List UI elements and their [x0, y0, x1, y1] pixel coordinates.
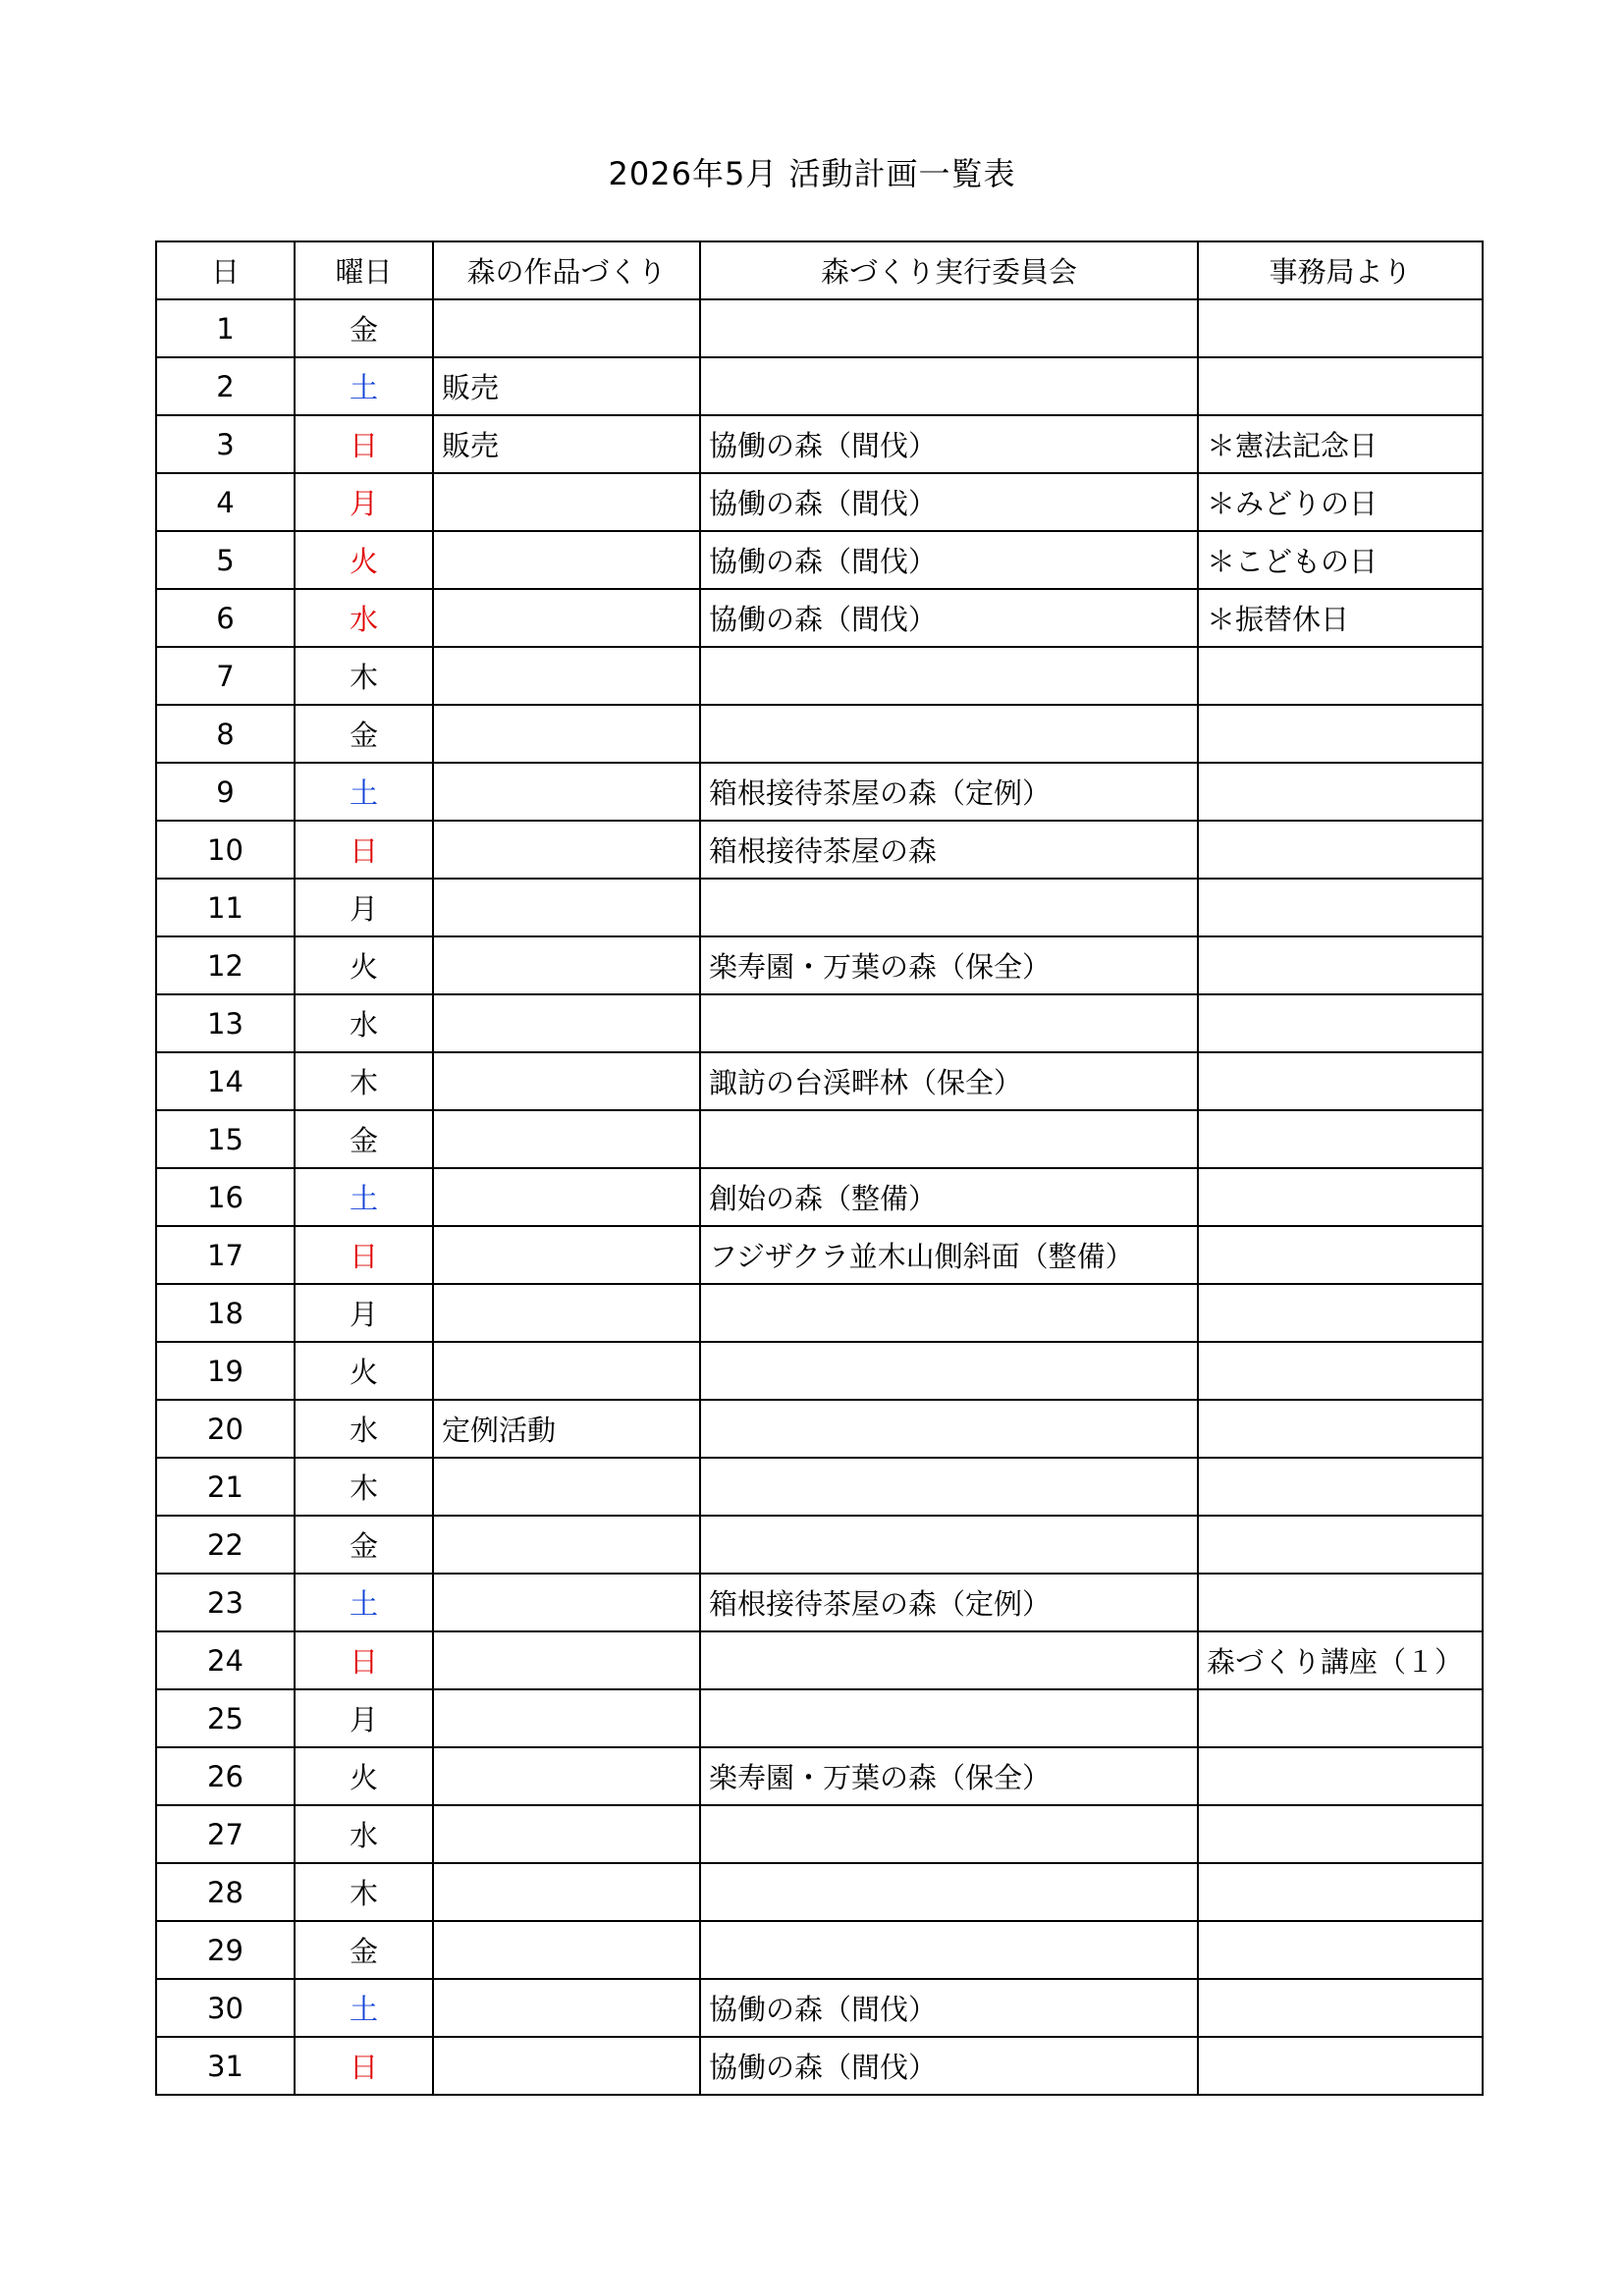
day-cell: 15 [156, 1110, 295, 1168]
works-cell [433, 1110, 700, 1168]
works-cell [433, 1574, 700, 1631]
table-row [156, 473, 1483, 531]
day-cell: 24 [156, 1631, 295, 1689]
weekday-cell: 水 [295, 589, 433, 647]
weekday-cell: 月 [295, 1689, 433, 1747]
office-cell [1198, 705, 1483, 763]
day-cell: 16 [156, 1168, 295, 1226]
header-committee: 森づくり実行委員会 [700, 241, 1198, 299]
committee-cell [700, 1342, 1198, 1400]
works-cell: 販売 [433, 357, 700, 415]
committee-cell [700, 1110, 1198, 1168]
table-row [156, 1168, 1483, 1226]
weekday-cell: 日 [295, 1226, 433, 1284]
day-cell: 5 [156, 531, 295, 589]
day-cell: 21 [156, 1458, 295, 1516]
day-cell: 1 [156, 299, 295, 357]
weekday-cell: 土 [295, 1979, 433, 2037]
committee-cell [700, 357, 1198, 415]
committee-cell [700, 1863, 1198, 1921]
table-row [156, 1400, 1483, 1458]
weekday-cell: 月 [295, 1284, 433, 1342]
weekday-cell: 水 [295, 994, 433, 1052]
office-cell [1198, 763, 1483, 821]
weekday-cell: 土 [295, 1168, 433, 1226]
works-cell [433, 589, 700, 647]
office-cell [1198, 1979, 1483, 2037]
works-cell [433, 1342, 700, 1400]
day-cell: 8 [156, 705, 295, 763]
office-cell [1198, 1226, 1483, 1284]
works-cell [433, 1168, 700, 1226]
day-cell: 2 [156, 357, 295, 415]
table-row [156, 821, 1483, 879]
weekday-cell: 水 [295, 1805, 433, 1863]
works-cell [433, 1458, 700, 1516]
office-cell [1198, 879, 1483, 936]
office-cell: ＊振替休日 [1198, 589, 1483, 647]
table-row [156, 1689, 1483, 1747]
committee-cell: 楽寿園・万葉の森（保全） [700, 1747, 1198, 1805]
table-row [156, 1284, 1483, 1342]
weekday-cell: 火 [295, 1342, 433, 1400]
weekday-cell: 月 [295, 473, 433, 531]
table-row [156, 1052, 1483, 1110]
office-cell [1198, 2037, 1483, 2095]
works-cell [433, 531, 700, 589]
office-cell [1198, 936, 1483, 994]
weekday-cell: 水 [295, 1400, 433, 1458]
committee-cell: 協働の森（間伐） [700, 415, 1198, 473]
table-row [156, 1342, 1483, 1400]
day-cell: 29 [156, 1921, 295, 1979]
day-cell: 27 [156, 1805, 295, 1863]
table-row [156, 1458, 1483, 1516]
office-cell [1198, 1574, 1483, 1631]
day-cell: 11 [156, 879, 295, 936]
office-cell [1198, 1805, 1483, 1863]
office-cell [1198, 1747, 1483, 1805]
table-row [156, 1110, 1483, 1168]
day-cell: 14 [156, 1052, 295, 1110]
committee-cell [700, 1400, 1198, 1458]
committee-cell: 箱根接待茶屋の森 [700, 821, 1198, 879]
office-cell [1198, 1342, 1483, 1400]
weekday-cell: 土 [295, 1574, 433, 1631]
works-cell [433, 1689, 700, 1747]
table-row [156, 647, 1483, 705]
office-cell: 森づくり講座（１） [1198, 1631, 1483, 1689]
weekday-cell: 木 [295, 647, 433, 705]
office-cell [1198, 1921, 1483, 1979]
day-cell: 13 [156, 994, 295, 1052]
works-cell [433, 763, 700, 821]
weekday-cell: 火 [295, 936, 433, 994]
office-cell [1198, 821, 1483, 879]
office-cell: ＊こどもの日 [1198, 531, 1483, 589]
table-row [156, 1747, 1483, 1805]
day-cell: 7 [156, 647, 295, 705]
schedule-table [155, 240, 1484, 2096]
works-cell [433, 2037, 700, 2095]
header-works: 森の作品づくり [433, 241, 700, 299]
table-row [156, 1863, 1483, 1921]
table-row [156, 589, 1483, 647]
works-cell [433, 1863, 700, 1921]
day-cell: 6 [156, 589, 295, 647]
works-cell [433, 879, 700, 936]
weekday-cell: 金 [295, 1921, 433, 1979]
works-cell [433, 473, 700, 531]
committee-cell [700, 1284, 1198, 1342]
committee-cell: 箱根接待茶屋の森（定例） [700, 1574, 1198, 1631]
weekday-cell: 金 [295, 1110, 433, 1168]
table-row [156, 1631, 1483, 1689]
committee-cell [700, 879, 1198, 936]
works-cell [433, 1052, 700, 1110]
committee-cell: 協働の森（間伐） [700, 473, 1198, 531]
table-row [156, 357, 1483, 415]
works-cell [433, 705, 700, 763]
committee-cell [700, 1921, 1198, 1979]
committee-cell [700, 647, 1198, 705]
office-cell: ＊みどりの日 [1198, 473, 1483, 531]
office-cell [1198, 647, 1483, 705]
works-cell [433, 821, 700, 879]
day-cell: 9 [156, 763, 295, 821]
weekday-cell: 月 [295, 879, 433, 936]
works-cell [433, 1805, 700, 1863]
day-cell: 19 [156, 1342, 295, 1400]
day-cell: 28 [156, 1863, 295, 1921]
office-cell [1198, 1284, 1483, 1342]
table-row [156, 1921, 1483, 1979]
works-cell [433, 1747, 700, 1805]
table-header [156, 241, 1483, 299]
header-row [156, 241, 1483, 299]
weekday-cell: 木 [295, 1052, 433, 1110]
table-row [156, 994, 1483, 1052]
committee-cell [700, 1516, 1198, 1574]
office-cell [1198, 1110, 1483, 1168]
table-row [156, 936, 1483, 994]
committee-cell: 箱根接待茶屋の森（定例） [700, 763, 1198, 821]
day-cell: 20 [156, 1400, 295, 1458]
office-cell [1198, 1863, 1483, 1921]
committee-cell [700, 299, 1198, 357]
header-office: 事務局より [1198, 241, 1483, 299]
office-cell [1198, 1052, 1483, 1110]
works-cell [433, 1921, 700, 1979]
committee-cell [700, 1689, 1198, 1747]
day-cell: 22 [156, 1516, 295, 1574]
weekday-cell: 金 [295, 299, 433, 357]
table-row [156, 1574, 1483, 1631]
committee-cell: 協働の森（間伐） [700, 1979, 1198, 2037]
committee-cell: 協働の森（間伐） [700, 2037, 1198, 2095]
day-cell: 17 [156, 1226, 295, 1284]
day-cell: 18 [156, 1284, 295, 1342]
works-cell [433, 1631, 700, 1689]
header-weekday: 曜日 [295, 241, 433, 299]
table-row [156, 415, 1483, 473]
works-cell [433, 1516, 700, 1574]
weekday-cell: 土 [295, 763, 433, 821]
committee-cell [700, 1805, 1198, 1863]
weekday-cell: 金 [295, 1516, 433, 1574]
committee-cell: 楽寿園・万葉の森（保全） [700, 936, 1198, 994]
works-cell [433, 647, 700, 705]
table-row [156, 879, 1483, 936]
committee-cell: 諏訪の台渓畔林（保全） [700, 1052, 1198, 1110]
works-cell [433, 994, 700, 1052]
weekday-cell: 日 [295, 1631, 433, 1689]
table-row [156, 1516, 1483, 1574]
works-cell [433, 1226, 700, 1284]
works-cell [433, 299, 700, 357]
committee-cell: 協働の森（間伐） [700, 589, 1198, 647]
committee-cell: 創始の森（整備） [700, 1168, 1198, 1226]
page-title: 2026年5月 活動計画一覧表 [608, 155, 1016, 192]
table-row [156, 2037, 1483, 2095]
table-row [156, 1979, 1483, 2037]
day-cell: 23 [156, 1574, 295, 1631]
office-cell [1198, 1516, 1483, 1574]
weekday-cell: 日 [295, 821, 433, 879]
committee-cell: 協働の森（間伐） [700, 531, 1198, 589]
day-cell: 25 [156, 1689, 295, 1747]
office-cell [1198, 1168, 1483, 1226]
committee-cell [700, 994, 1198, 1052]
day-cell: 4 [156, 473, 295, 531]
works-cell: 定例活動 [433, 1400, 700, 1458]
works-cell [433, 936, 700, 994]
works-cell [433, 1284, 700, 1342]
office-cell [1198, 299, 1483, 357]
weekday-cell: 金 [295, 705, 433, 763]
table-row [156, 705, 1483, 763]
table-row [156, 763, 1483, 821]
day-cell: 12 [156, 936, 295, 994]
weekday-cell: 土 [295, 357, 433, 415]
works-cell [433, 1979, 700, 2037]
table-body [156, 299, 1483, 2095]
office-cell [1198, 1400, 1483, 1458]
weekday-cell: 木 [295, 1863, 433, 1921]
committee-cell [700, 705, 1198, 763]
office-cell: ＊憲法記念日 [1198, 415, 1483, 473]
header-day: 日 [156, 241, 295, 299]
weekday-cell: 日 [295, 415, 433, 473]
day-cell: 31 [156, 2037, 295, 2095]
table-row [156, 299, 1483, 357]
office-cell [1198, 1689, 1483, 1747]
table-row [156, 1226, 1483, 1284]
weekday-cell: 火 [295, 531, 433, 589]
day-cell: 26 [156, 1747, 295, 1805]
committee-cell: フジザクラ並木山側斜面（整備） [700, 1226, 1198, 1284]
day-cell: 10 [156, 821, 295, 879]
weekday-cell: 火 [295, 1747, 433, 1805]
office-cell [1198, 1458, 1483, 1516]
weekday-cell: 日 [295, 2037, 433, 2095]
table-row [156, 1805, 1483, 1863]
weekday-cell: 木 [295, 1458, 433, 1516]
day-cell: 30 [156, 1979, 295, 2037]
committee-cell [700, 1458, 1198, 1516]
day-cell: 3 [156, 415, 295, 473]
office-cell [1198, 357, 1483, 415]
table-row [156, 531, 1483, 589]
works-cell: 販売 [433, 415, 700, 473]
committee-cell [700, 1631, 1198, 1689]
office-cell [1198, 994, 1483, 1052]
